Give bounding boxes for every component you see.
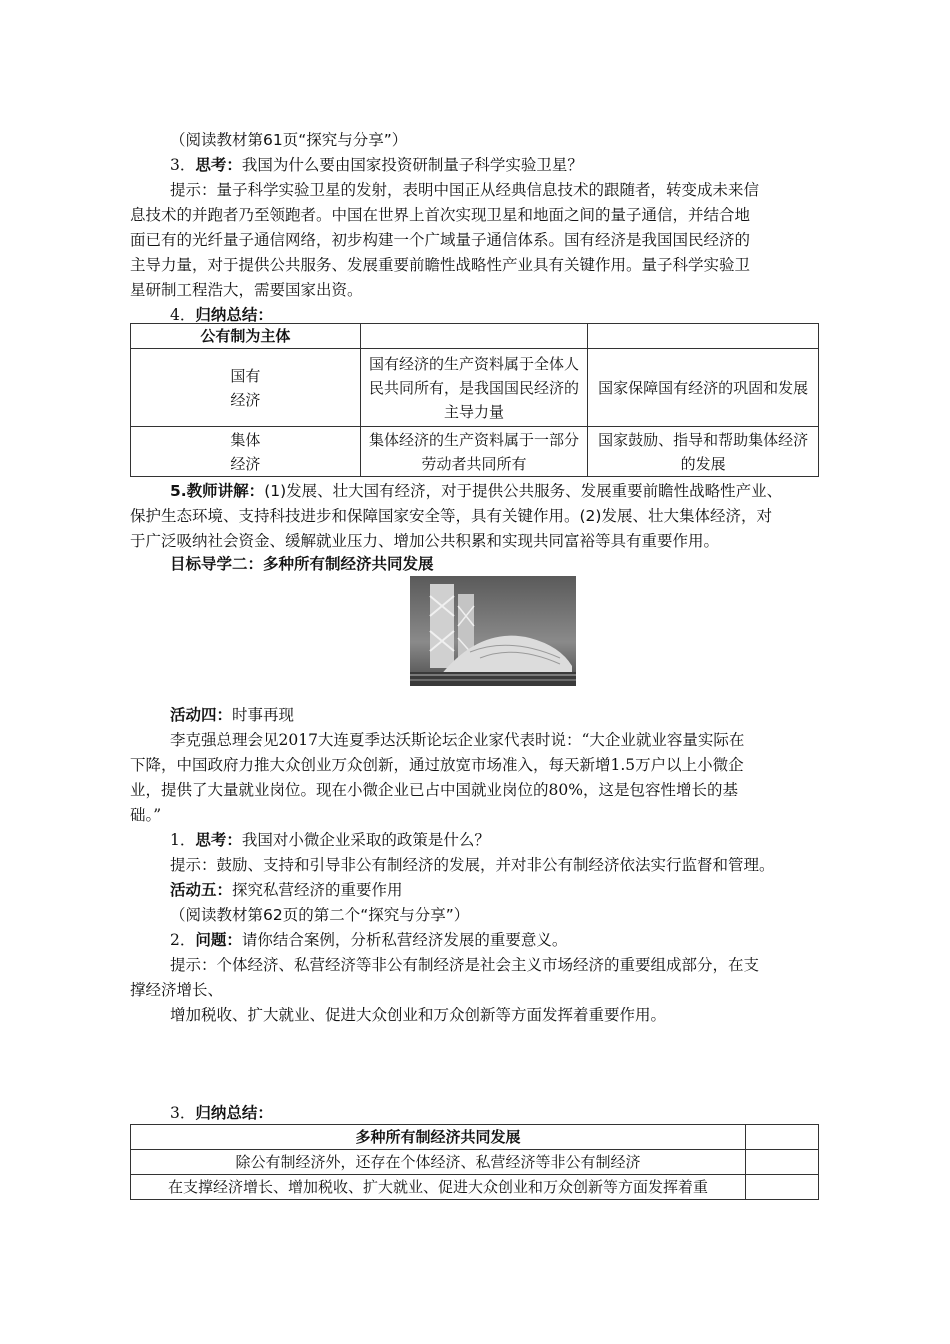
- mixed-ownership-table: [130, 1124, 819, 1200]
- table-row: [131, 427, 819, 477]
- table-header-cell: [588, 324, 819, 349]
- hint-line: 撑经济增长、: [130, 981, 224, 999]
- activity-title: 探究私营经济的重要作用: [232, 881, 403, 899]
- hint-line: 提示：量子科学实验卫星的发射，表明中国正从经典信息技术的跟随者，转变成未来信: [170, 181, 760, 199]
- city-building-photo: [410, 576, 576, 686]
- hint-line: 星研制工程浩大，需要国家出资。: [130, 281, 363, 299]
- activity-5: [170, 877, 820, 903]
- question-label: 归纳总结：: [195, 306, 273, 324]
- table-row: [131, 1150, 819, 1175]
- question-label: 问题：: [195, 931, 242, 949]
- hint-line: 息技术的并跑者乃至领跑者。中国在世界上首次实现卫星和地面之间的量子通信，并结合地: [130, 206, 751, 224]
- hint-line: 提示：个体经济、私营经济等非公有制经济是社会主义市场经济的重要组成部分，在支: [170, 956, 760, 974]
- question-text: 我国对小微企业采取的政策是什么？: [241, 831, 490, 849]
- building-illustration: [410, 576, 576, 686]
- type-line: 经济: [230, 390, 261, 409]
- teacher-line: (1)发展、壮大国有经济，对于提供公共服务、发展重要前瞻性战略性产业、: [264, 482, 783, 500]
- question-number: 4．: [170, 306, 196, 324]
- hint-line: 提示：鼓励、支持和引导非公有制经济的发展，并对非公有制经济依法实行监督和管理。: [170, 856, 775, 874]
- question-label: 思考：: [195, 156, 242, 174]
- table-header-cell: 多种所有制经济共同发展: [131, 1125, 746, 1150]
- question-number: 2．: [170, 931, 196, 949]
- news-line: 下降，中国政府力推大众创业万众创新，通过放宽市场准入，每天新增1.5万户以上小微企: [130, 756, 744, 774]
- question-label: 思考：: [195, 831, 242, 849]
- table-row: [131, 1175, 819, 1200]
- table-row: [131, 349, 819, 427]
- hint-line: 增加税收、扩大就业、促进大众创业和万众创新等方面发挥着重要作用。: [170, 1006, 667, 1024]
- hint-line: 面已有的光纤量子通信网络，初步构建一个广域量子通信体系。国有经济是我国国民经济的: [130, 231, 751, 249]
- table-header-cell: 公有制为主体: [131, 324, 361, 349]
- type-line: 国有: [230, 366, 261, 385]
- table-cell: 在支撑经济增长、增加税收、扩大就业、促进大众创业和万众创新等方面发挥着重: [131, 1175, 746, 1200]
- activity-label: 活动四：: [170, 706, 233, 724]
- table-header-cell: [360, 324, 588, 349]
- question-text: 请你结合案例，分析私营经济发展的重要意义。: [241, 931, 568, 949]
- table-cell: 除公有制经济外，还存在个体经济、私营经济等非公有制经济: [131, 1150, 746, 1175]
- hint-line: 主导力量，对于提供公共服务、发展重要前瞻性战略性产业具有关键作用。量子科学实验卫: [130, 256, 751, 274]
- goal-title: 目标导学二：多种所有制经济共同发展: [170, 555, 434, 573]
- read-note: （阅读教材第62页的第二个“探究与分享”）: [170, 906, 470, 924]
- table-cell-desc: 集体经济的生产资料属于一部分劳动者共同所有: [360, 427, 588, 477]
- question-2: [170, 927, 820, 953]
- question-label: 归纳总结：: [195, 1104, 273, 1122]
- table-cell: [746, 1175, 819, 1200]
- public-ownership-table: [130, 323, 819, 477]
- type-line: 经济: [230, 454, 261, 473]
- activity-4: [170, 702, 820, 728]
- table-cell-type: [131, 427, 361, 477]
- teacher-line: 于广泛吸纳社会资金、缓解就业压力、增加公共积累和实现共同富裕等具有重要作用。: [130, 532, 720, 550]
- question-text: 我国为什么要由国家投资研制量子科学实验卫星？: [241, 156, 583, 174]
- question-3: [170, 152, 820, 178]
- teacher-line: 保护生态环境、支持科技进步和保障国家安全等，具有关键作用。(2)发展、壮大集体经济，对: [130, 507, 772, 525]
- type-line: 集体: [230, 430, 261, 449]
- table-cell: [746, 1125, 819, 1150]
- question-1: [170, 827, 820, 853]
- read-note: （阅读教材第61页“探究与分享”）: [170, 131, 408, 149]
- table-cell: [746, 1150, 819, 1175]
- table-cell-policy: 国家鼓励、指导和帮助集体经济的发展: [588, 427, 819, 477]
- activity-title: 时事再现: [232, 706, 295, 724]
- summary-heading: [170, 1100, 820, 1126]
- teacher-explanation: [170, 478, 820, 504]
- news-line: 础。”: [130, 806, 162, 824]
- table-cell-type: [131, 349, 361, 427]
- question-number: 3．: [170, 156, 196, 174]
- table-cell-policy: 国家保障国有经济的巩固和发展: [588, 349, 819, 427]
- activity-label: 活动五：: [170, 881, 233, 899]
- question-number: 1．: [170, 831, 196, 849]
- news-line: 业，提供了大量就业岗位。现在小微企业已占中国就业岗位的80%，这是包容性增长的基: [130, 781, 738, 799]
- question-number: 3．: [170, 1104, 196, 1122]
- news-line: 李克强总理会见2017大连夏季达沃斯论坛企业家代表时说：“大企业就业容量实际在: [170, 731, 745, 749]
- teacher-label: 5.教师讲解：: [170, 482, 265, 500]
- table-cell-desc: 国有经济的生产资料属于全体人民共同所有，是我国国民经济的主导力量: [360, 349, 588, 427]
